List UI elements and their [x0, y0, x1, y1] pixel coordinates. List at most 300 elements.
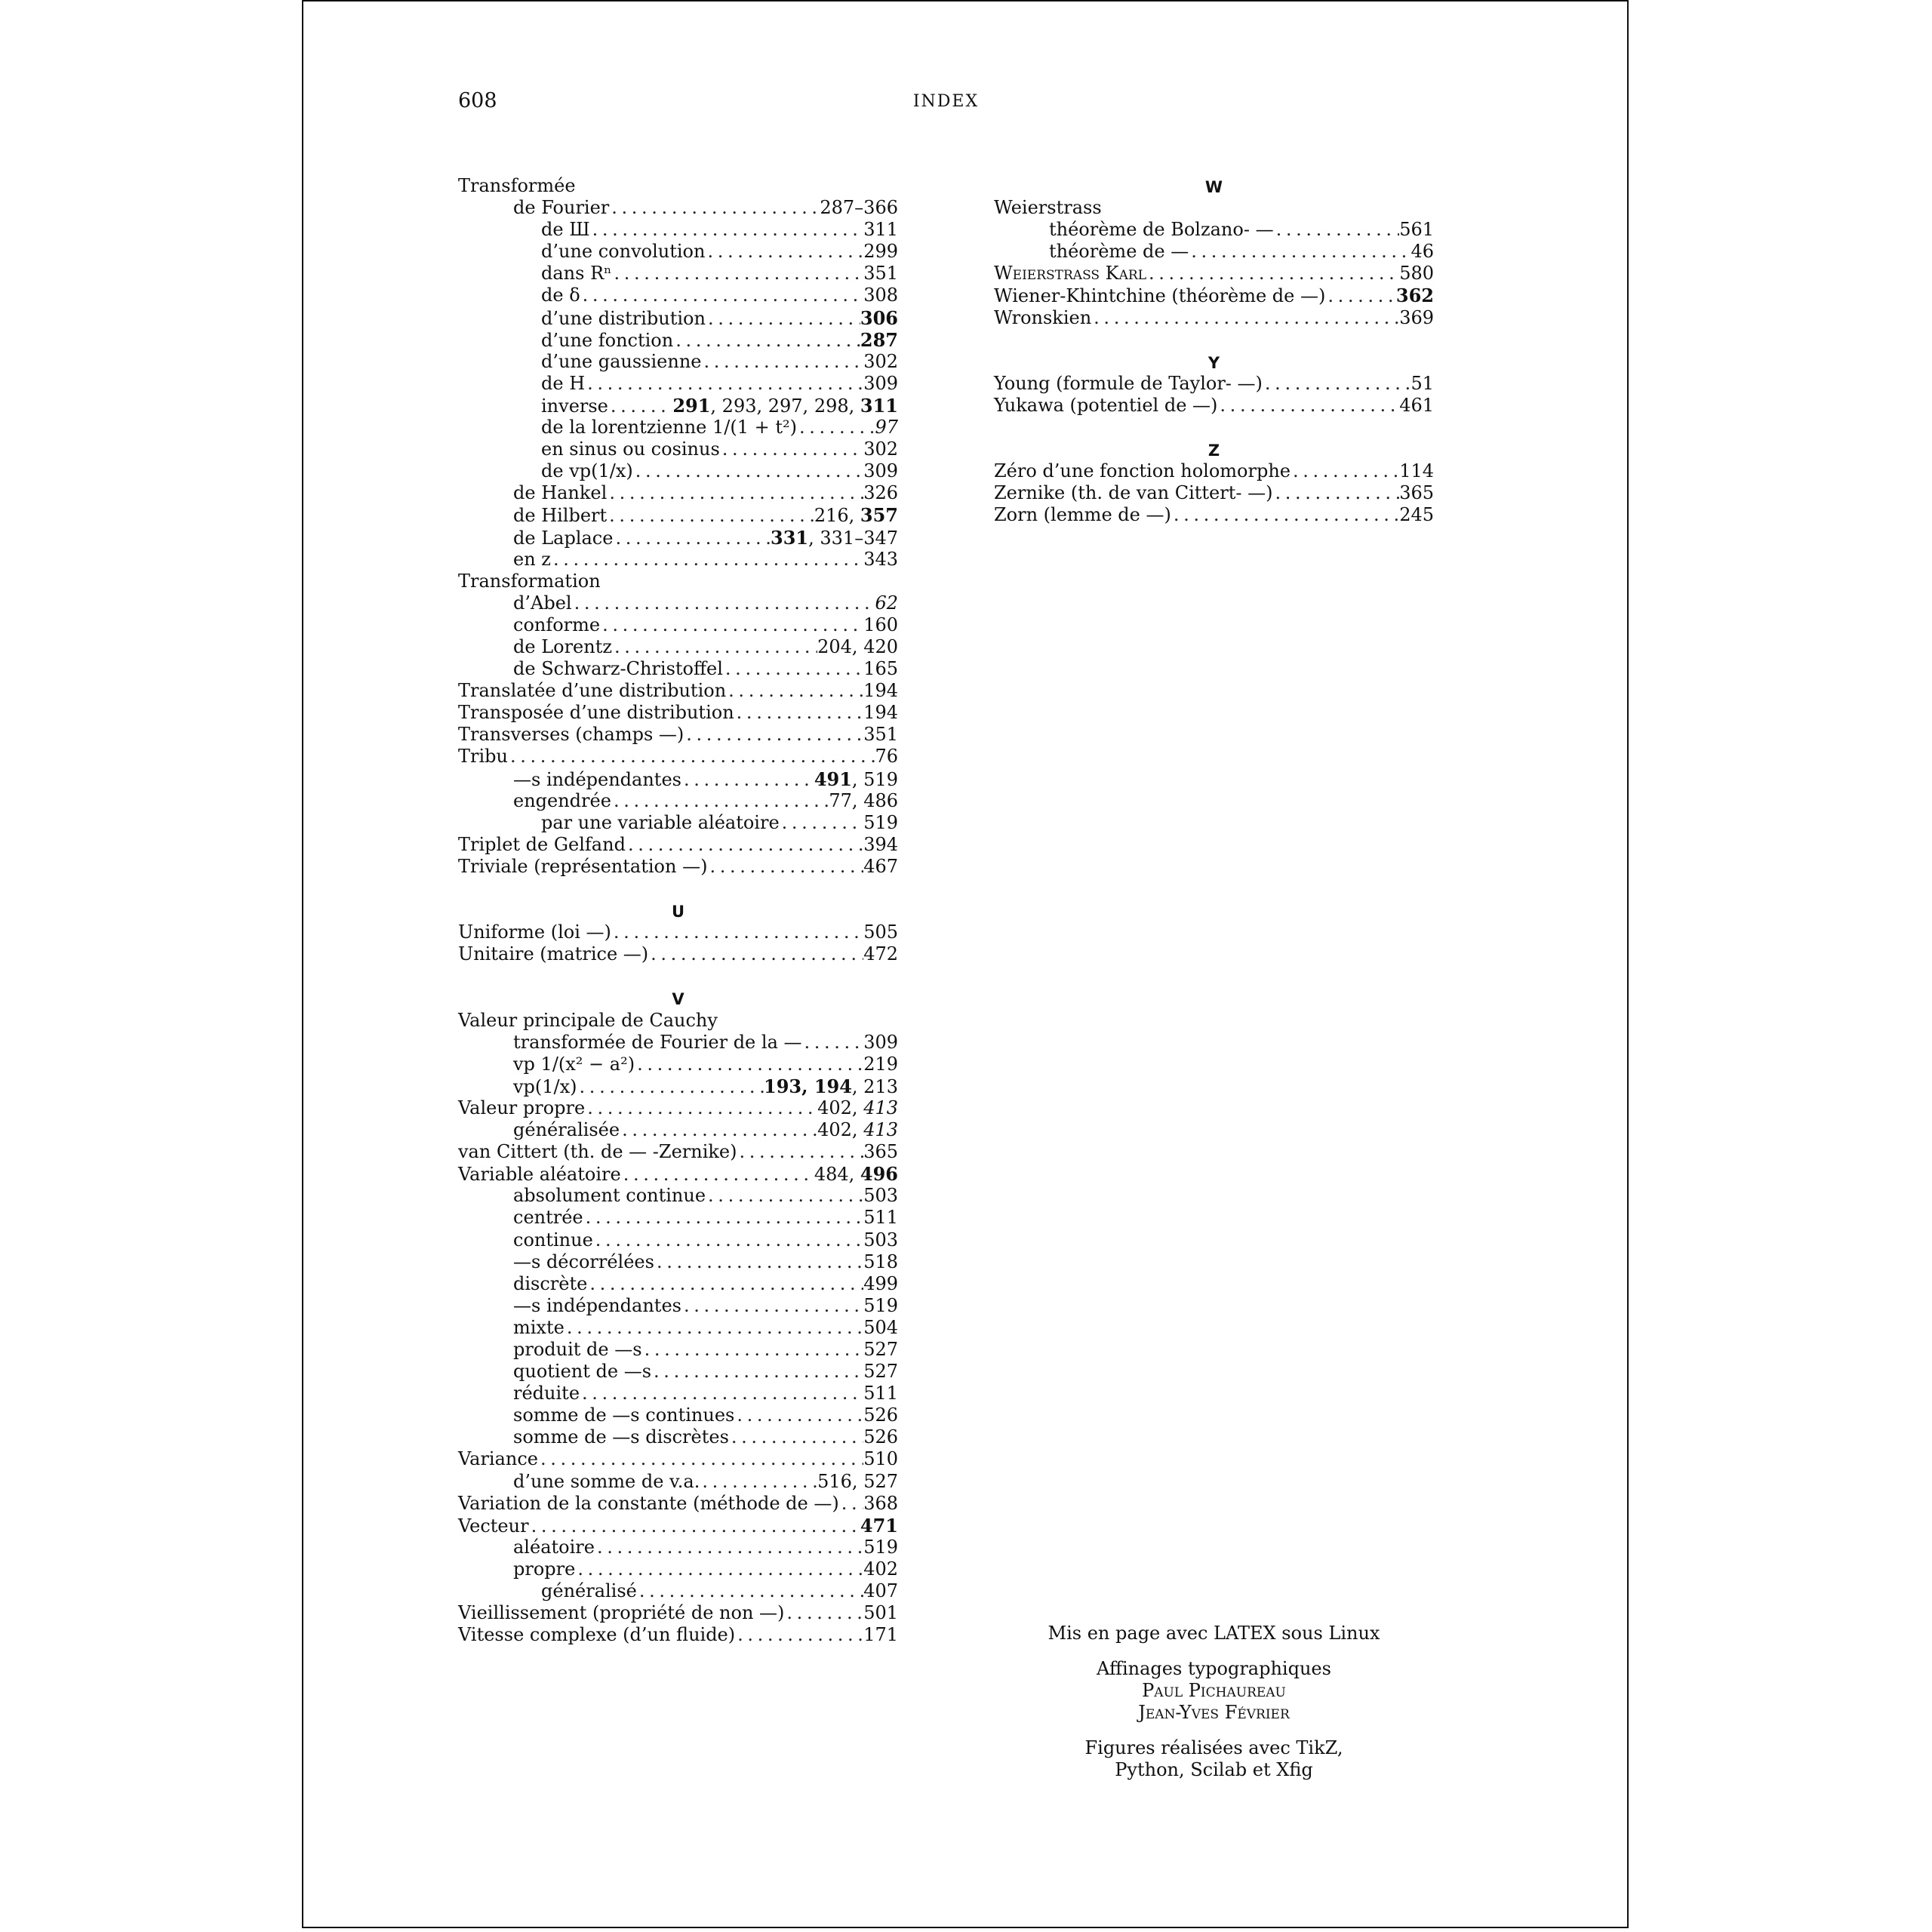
index-pages: [863, 1426, 898, 1448]
index-entry: [458, 1273, 898, 1295]
index-pages: [863, 921, 898, 943]
dot-leader: [585, 1097, 817, 1119]
index-term: d’une distribution: [541, 307, 706, 329]
page-ref: , 293, 297, 298,: [710, 395, 860, 417]
page-ref: 503: [863, 1185, 898, 1207]
index-term: Triplet de Gelfand: [458, 833, 626, 855]
dot-leader: [593, 1229, 863, 1251]
index-term: Weierstrass: [994, 197, 1102, 219]
index-pages: [863, 1032, 898, 1054]
index-entry: [458, 329, 898, 351]
index-entry: [458, 724, 898, 746]
index-entry: [458, 1383, 898, 1404]
colophon-line: Paul Pichaureau: [1142, 1680, 1286, 1701]
index-term: Triviale (représentation —): [458, 855, 708, 877]
dot-leader: [1146, 263, 1399, 285]
index-entry: [994, 373, 1434, 395]
page-ref: 511: [863, 1383, 898, 1404]
dot-leader: [735, 1624, 863, 1646]
index-pages: [817, 1471, 898, 1493]
page-ref: 491: [814, 768, 852, 790]
section-letter: W: [1204, 178, 1223, 196]
index-entry: [458, 1317, 898, 1339]
index-term: Variable aléatoire: [458, 1164, 621, 1186]
index-term: de δ: [541, 285, 580, 306]
index-pages: [863, 1295, 898, 1317]
dot-leader: [681, 1295, 863, 1317]
dot-leader: [612, 636, 817, 658]
page-ref: 365: [1399, 482, 1434, 504]
page-ref: 501: [863, 1602, 898, 1624]
index-pages: [863, 812, 898, 834]
index-term: van Cittert (th. de — -Zernike): [458, 1141, 737, 1163]
page-number: 608: [458, 89, 497, 112]
dot-leader: [729, 1426, 863, 1448]
index-entry: [458, 636, 898, 658]
page-ref: 204, 420: [817, 635, 898, 657]
index-pages: [863, 1185, 898, 1207]
section-gap: [458, 965, 898, 987]
index-term: Transformation: [458, 570, 601, 592]
page-ref: 51: [1411, 372, 1434, 394]
colophon-line: Figures réalisées avec TikZ,: [1084, 1737, 1343, 1758]
index-term: de Schwarz-Christoffel: [513, 658, 723, 680]
index-entry: [458, 1558, 898, 1580]
page-ref: 302: [863, 438, 898, 460]
index-column-right: [994, 175, 1434, 527]
running-head: INDEX: [912, 92, 980, 111]
index-term: d’une gaussienne: [541, 350, 702, 372]
index-term: de Lorentz: [513, 635, 613, 657]
index-pages: [860, 329, 898, 352]
index-pages: [1399, 482, 1434, 504]
index-column-left: [458, 175, 898, 1646]
index-term: en z: [513, 548, 551, 570]
index-entry: [458, 1229, 898, 1251]
index-term: Transformée: [458, 175, 576, 196]
index-entry: [994, 504, 1434, 526]
index-term: absolument continue: [513, 1185, 706, 1207]
section-gap: [994, 329, 1434, 351]
index-term: d’une convolution: [541, 241, 706, 263]
index-entry: [458, 1119, 898, 1141]
page-ref: 503: [863, 1229, 898, 1251]
page-ref: 527: [863, 1361, 898, 1383]
colophon-line: Mis en page avec LATEX sous Linux: [1048, 1623, 1380, 1644]
page-ref: 499: [863, 1272, 898, 1294]
dot-leader: [612, 263, 864, 285]
index-pages: [1399, 307, 1434, 329]
page-ref: 309: [863, 460, 898, 482]
index-entry: [458, 175, 898, 197]
index-entry: [458, 1493, 898, 1515]
page-ref: 216,: [814, 505, 860, 527]
index-entry: [458, 438, 898, 460]
index-term: engendrée: [513, 789, 611, 811]
index-term: —s décorrélées: [513, 1251, 654, 1272]
page-ref: 362: [1395, 285, 1434, 307]
colophon: [994, 1623, 1434, 1795]
page-ref: 309: [863, 372, 898, 394]
page-ref: 402: [863, 1558, 898, 1580]
index-term: centrée: [513, 1207, 583, 1229]
page-ref: 471: [860, 1514, 898, 1537]
index-entry: [458, 1471, 898, 1493]
index-term: mixte: [513, 1316, 565, 1338]
dot-leader: [673, 330, 860, 352]
index-term: Yukawa (potentiel de —): [994, 394, 1218, 416]
index-pages: [1399, 460, 1434, 482]
index-term: Zorn (lemme de —): [994, 504, 1171, 526]
dot-leader: [1272, 482, 1399, 504]
index-entry: [994, 241, 1434, 263]
index-term: théorème de Bolzano- —: [1049, 219, 1274, 241]
index-term: Translatée d’une distribution: [458, 680, 727, 702]
dot-leader: [1091, 307, 1399, 329]
index-entry: [458, 1207, 898, 1229]
page-ref: 306: [860, 306, 898, 329]
dot-leader: [600, 614, 863, 636]
index-pages: [863, 1558, 898, 1580]
index-term: Vitesse complexe (d’un fluide): [458, 1624, 736, 1646]
page-ref: 519: [863, 1536, 898, 1558]
page-ref: 160: [863, 614, 898, 635]
dot-leader: [1217, 395, 1399, 417]
index-pages: [814, 504, 898, 527]
page-ref: 365: [863, 1141, 898, 1163]
index-pages: [863, 285, 898, 306]
dot-leader: [737, 1141, 863, 1163]
dot-leader: [654, 1251, 863, 1273]
index-entry: [458, 417, 898, 438]
page-ref: 76: [875, 746, 898, 768]
index-pages: [875, 592, 898, 614]
index-entry: [458, 680, 898, 702]
colophon-line: Jean-Yves Février: [1138, 1702, 1290, 1723]
dot-leader: [681, 769, 814, 791]
index-term: continue: [513, 1229, 593, 1251]
index-term: en sinus ou cosinus: [541, 438, 720, 460]
index-term: Young (formule de Taylor- —): [994, 372, 1263, 394]
dot-leader: [797, 417, 875, 438]
page-ref: 219: [863, 1053, 898, 1075]
dot-leader: [595, 1537, 863, 1558]
page-ref: 171: [863, 1624, 898, 1646]
index-entry: [994, 197, 1434, 219]
dot-leader: [684, 724, 863, 746]
index-entry: [458, 1580, 898, 1602]
page-ref: 402,: [817, 1119, 864, 1141]
page-ref: 343: [863, 548, 898, 570]
index-pages: [1399, 219, 1434, 241]
page-ref: 519: [863, 811, 898, 833]
index-pages: [863, 1580, 898, 1602]
page-ref: 193, 194: [764, 1075, 852, 1097]
dot-leader: [642, 1339, 864, 1361]
index-entry: [458, 504, 898, 526]
index-term: Variation de la constante (méthode de —): [458, 1492, 839, 1514]
index-term: de Ш: [541, 219, 590, 241]
page-ref: 505: [863, 921, 898, 943]
dot-leader: [529, 1515, 860, 1537]
page-ref: 46: [1411, 241, 1434, 263]
dot-leader: [839, 1493, 863, 1515]
index-pages: [863, 1339, 898, 1361]
index-pages: [875, 746, 898, 768]
page-ref: 114: [1399, 460, 1434, 482]
index-pages: [817, 1119, 898, 1141]
dot-leader: [621, 1164, 814, 1186]
index-entry: [994, 482, 1434, 504]
page-ref: 245: [1399, 504, 1434, 526]
page-ref: 311: [863, 219, 898, 241]
index-entry: [458, 527, 898, 549]
index-term: dans Rⁿ: [541, 263, 612, 285]
index-entry: [458, 460, 898, 482]
page-ref: , 213: [851, 1075, 898, 1097]
dot-leader: [609, 197, 820, 219]
index-term: Zéro d’une fonction holomorphe: [994, 460, 1291, 482]
dot-leader: [1263, 373, 1411, 395]
index-entry: [458, 1251, 898, 1273]
index-entry: [458, 395, 898, 417]
index-pages: [863, 680, 898, 702]
index-term: de Laplace: [513, 527, 614, 549]
dot-leader: [608, 395, 672, 417]
index-entry: [994, 460, 1434, 482]
page-ref: 516, 527: [817, 1470, 898, 1492]
index-entry: [458, 1339, 898, 1361]
index-pages: [863, 1229, 898, 1251]
index-pages: [672, 395, 898, 417]
index-pages: [814, 768, 898, 791]
index-term: propre: [513, 1558, 576, 1580]
page-ref: 526: [863, 1426, 898, 1448]
page-ref: 351: [863, 263, 898, 285]
index-pages: [863, 1624, 898, 1646]
section-letter: Y: [1208, 353, 1220, 372]
dot-leader: [607, 482, 863, 504]
index-entry: [458, 1075, 898, 1097]
index-pages: [863, 614, 898, 636]
dot-leader: [706, 1185, 863, 1207]
page-ref: 287–366: [820, 197, 898, 219]
dot-leader: [648, 943, 863, 965]
index-pages: [863, 702, 898, 724]
page-ref: 496: [860, 1163, 898, 1186]
index-entry: [458, 1361, 898, 1383]
index-term: produit de —s: [513, 1338, 642, 1360]
section-gap: [994, 417, 1434, 438]
index-term: vp 1/(x² − a²): [513, 1053, 635, 1075]
index-pages: [820, 197, 898, 219]
dot-leader: [611, 921, 863, 943]
index-term: de vp(1/x): [541, 460, 633, 482]
dot-leader: [626, 834, 863, 856]
index-entry: [458, 1163, 898, 1185]
dot-leader: [575, 1558, 863, 1580]
dot-leader: [734, 702, 864, 724]
index-pages: [863, 856, 898, 878]
section-letter: U: [671, 903, 685, 921]
index-term: Variance: [458, 1448, 538, 1470]
index-pages: [863, 438, 898, 460]
page-ref: 461: [1399, 394, 1434, 416]
index-pages: [875, 417, 898, 438]
index-pages: [863, 1448, 898, 1470]
page-ref: 287: [860, 328, 898, 351]
index-entry: [458, 351, 898, 373]
page-ref: 519: [863, 1294, 898, 1316]
index-term: vp(1/x): [513, 1075, 577, 1097]
index-pages: [863, 1361, 898, 1383]
index-pages: [863, 1493, 898, 1515]
index-pages: [860, 307, 898, 330]
dot-leader: [565, 1317, 863, 1339]
index-term: transformée de Fourier de la —: [513, 1031, 802, 1053]
dot-leader: [802, 1032, 864, 1054]
page-ref: 165: [863, 658, 898, 680]
index-term: somme de —s continues: [513, 1404, 735, 1426]
index-entry: [458, 549, 898, 571]
page-ref: 561: [1399, 219, 1434, 241]
page-ref: 291: [672, 394, 711, 417]
index-entry: [458, 921, 898, 943]
index-term: Wiener-Khintchine (théorème de —): [994, 285, 1326, 307]
index-pages: [863, 373, 898, 395]
index-pages: [863, 351, 898, 373]
index-pages: [771, 527, 898, 549]
index-entry: [458, 1515, 898, 1537]
index-pages: [1396, 285, 1434, 307]
dot-leader: [705, 241, 863, 263]
page-ref: 194: [863, 702, 898, 724]
dot-leader: [780, 812, 864, 834]
index-term: de Hankel: [513, 482, 608, 504]
index-pages: [863, 549, 898, 571]
index-pages: [1399, 263, 1434, 285]
index-entry: [458, 1624, 898, 1646]
index-term: Transverses (champs —): [458, 724, 685, 746]
page-ref: 351: [863, 724, 898, 746]
page-ref: 413: [863, 1097, 898, 1118]
index-pages: [863, 1317, 898, 1339]
dot-leader: [508, 746, 875, 768]
page-ref: 308: [863, 285, 898, 306]
page-ref: 394: [863, 833, 898, 855]
index-pages: [863, 1404, 898, 1426]
index-term: —s indépendantes: [513, 1294, 681, 1316]
dot-leader: [726, 680, 863, 702]
index-pages: [863, 241, 898, 263]
index-entry: [458, 812, 898, 834]
dot-leader: [706, 308, 860, 330]
page-header: [458, 89, 1434, 119]
index-entry: [458, 1010, 898, 1032]
dot-leader: [1325, 285, 1396, 307]
index-entry: [458, 307, 898, 329]
index-entry: [994, 263, 1434, 285]
index-term: Zernike (th. de van Cittert- —): [994, 482, 1273, 504]
index-pages: [764, 1075, 898, 1098]
page-ref: 309: [863, 1031, 898, 1053]
dot-leader: [723, 658, 863, 680]
dot-leader: [633, 460, 863, 482]
index-term: conforme: [513, 614, 601, 635]
page-ref: 194: [863, 680, 898, 702]
index-entry: [458, 1537, 898, 1558]
index-term: inverse: [541, 395, 608, 417]
dot-leader: [587, 1273, 863, 1295]
index-pages: [863, 834, 898, 856]
dot-leader: [1274, 219, 1400, 241]
index-entry: [458, 241, 898, 263]
dot-leader: [707, 856, 863, 878]
index-term: de la lorentzienne 1/(1 + t²): [541, 417, 797, 438]
index-term: Wronskien: [994, 306, 1092, 328]
index-entry: [458, 1032, 898, 1054]
dot-leader: [620, 1119, 817, 1141]
index-term: généralisé: [541, 1580, 637, 1601]
index-term: Unitaire (matrice —): [458, 943, 649, 965]
dot-leader: [1189, 241, 1411, 263]
dot-leader: [637, 1580, 863, 1602]
index-pages: [863, 1207, 898, 1229]
dot-leader: [1171, 504, 1399, 526]
index-term: de Hilbert: [513, 505, 608, 527]
page-ref: 413: [863, 1119, 898, 1141]
page-ref: 504: [863, 1316, 898, 1338]
dot-leader: [607, 505, 814, 527]
index-pages: [863, 943, 898, 965]
page-ref: 311: [860, 394, 898, 417]
index-pages: [863, 724, 898, 746]
index-pages: [863, 1141, 898, 1163]
index-term: Valeur principale de Cauchy: [458, 1009, 718, 1031]
index-entry: [994, 307, 1434, 329]
page-ref: 527: [863, 1338, 898, 1360]
index-entry: [458, 482, 898, 504]
index-entry: [994, 219, 1434, 241]
dot-leader: [580, 285, 864, 306]
page-ref: 484,: [814, 1164, 860, 1186]
index-pages: [817, 1097, 898, 1119]
index-term: Weierstrass Karl: [994, 263, 1146, 285]
dot-leader: [784, 1602, 863, 1624]
index-entry: [458, 1054, 898, 1075]
index-pages: [814, 1163, 898, 1186]
index-entry: [458, 219, 898, 241]
dot-leader: [611, 790, 829, 812]
index-pages: [860, 1515, 898, 1537]
index-pages: [1399, 395, 1434, 417]
index-term: Valeur propre: [458, 1097, 586, 1118]
dot-leader: [702, 351, 864, 373]
index-pages: [863, 1054, 898, 1075]
index-entry: [458, 373, 898, 395]
colophon-line: Python, Scilab et Xfig: [1115, 1759, 1313, 1780]
index-pages: [817, 636, 898, 658]
page-ref: 407: [863, 1580, 898, 1601]
dot-leader: [651, 1361, 863, 1383]
index-term: d’Abel: [513, 592, 572, 614]
index-pages: [863, 219, 898, 241]
index-entry: [458, 943, 898, 965]
index-term: réduite: [513, 1383, 580, 1404]
dot-leader: [583, 1207, 864, 1229]
page-ref: 77, 486: [829, 789, 898, 811]
dot-leader: [613, 528, 771, 549]
